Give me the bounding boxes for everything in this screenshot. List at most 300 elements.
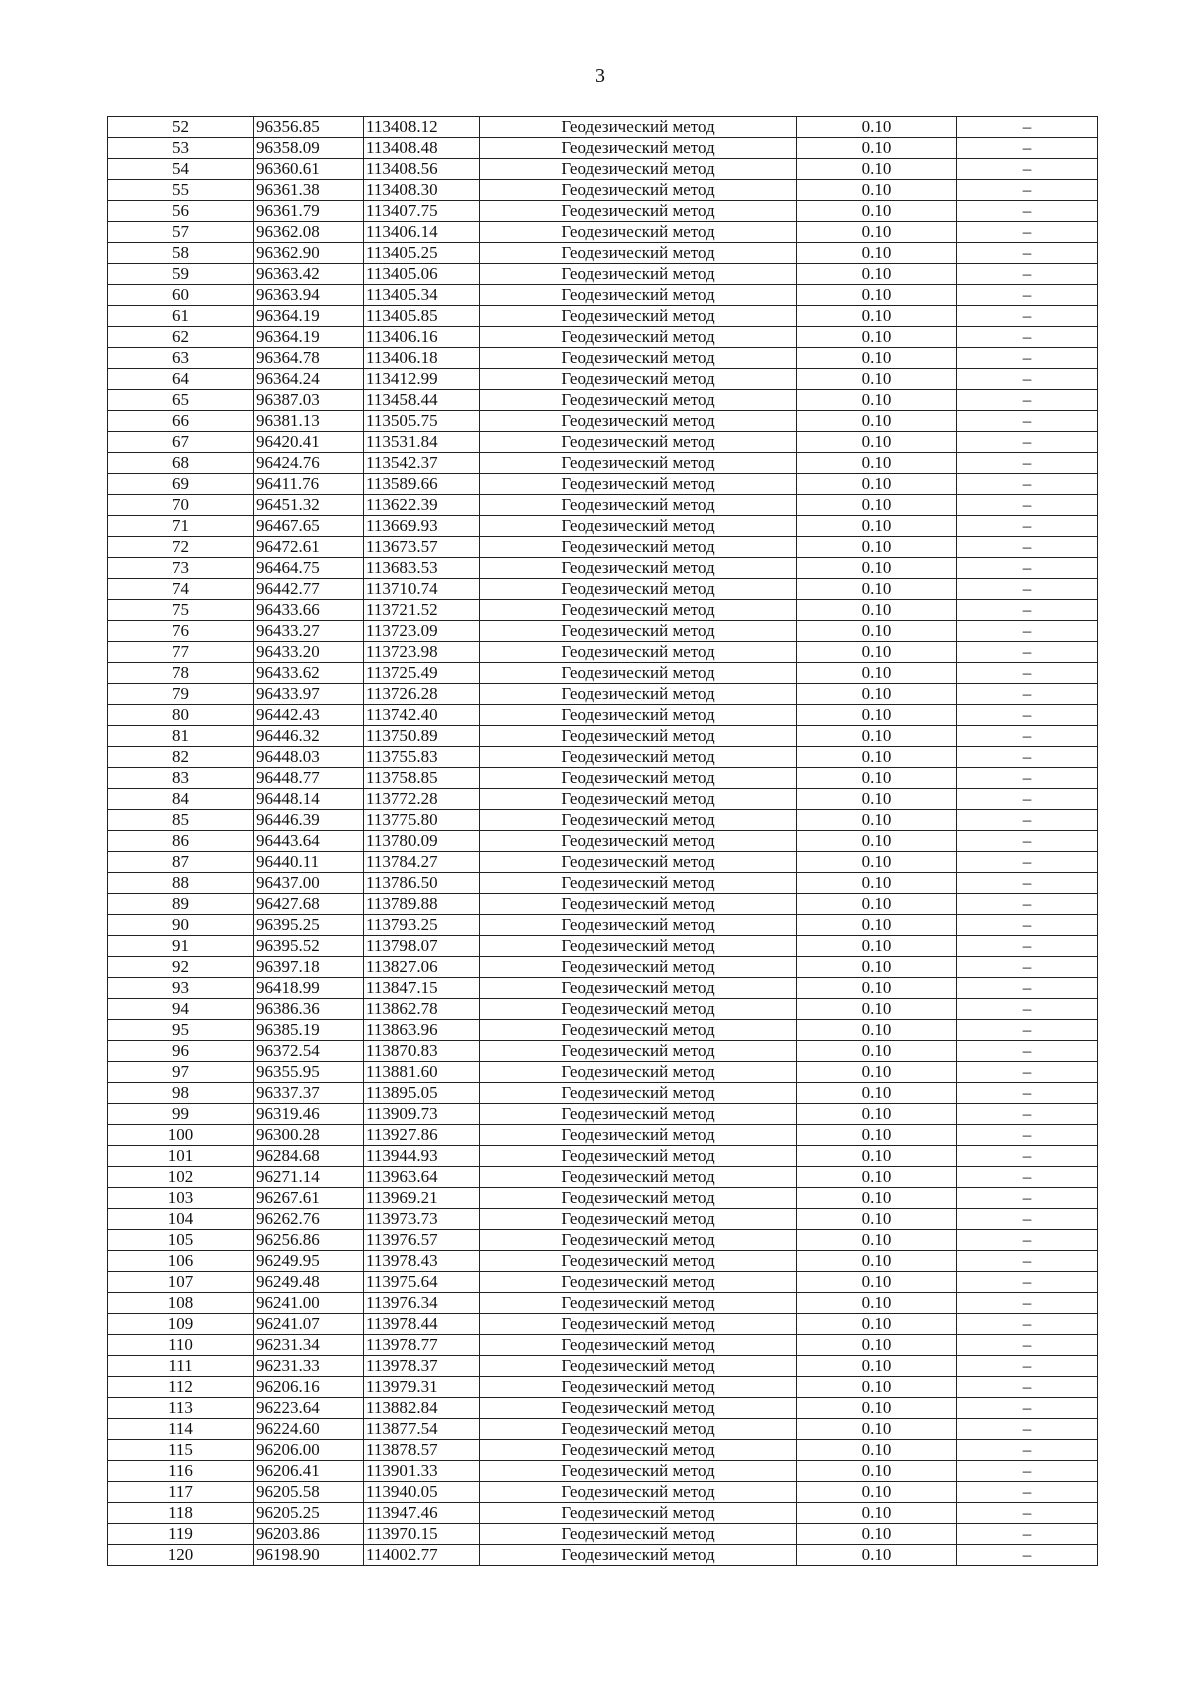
table-row <box>108 579 1098 600</box>
y-coordinate-cell: 113895.05 <box>364 1083 480 1104</box>
description-cell: – <box>957 222 1098 243</box>
point-number-cell: 73 <box>108 558 254 579</box>
point-number-cell: 115 <box>108 1440 254 1461</box>
description-cell: – <box>957 852 1098 873</box>
x-coordinate-cell: 96203.86 <box>254 1524 364 1545</box>
method-cell: Геодезический метод <box>480 1062 797 1083</box>
x-coordinate-cell: 96472.61 <box>254 537 364 558</box>
y-coordinate-cell: 113877.54 <box>364 1419 480 1440</box>
method-cell: Геодезический метод <box>480 1146 797 1167</box>
point-number-cell: 112 <box>108 1377 254 1398</box>
accuracy-cell: 0.10 <box>797 264 957 285</box>
table-row <box>108 1398 1098 1419</box>
x-coordinate-cell: 96198.90 <box>254 1545 364 1566</box>
description-cell: – <box>957 1419 1098 1440</box>
method-cell: Геодезический метод <box>480 936 797 957</box>
x-coordinate-cell: 96387.03 <box>254 390 364 411</box>
y-coordinate-cell: 113772.28 <box>364 789 480 810</box>
description-cell: – <box>957 1440 1098 1461</box>
table-row <box>108 1146 1098 1167</box>
method-cell: Геодезический метод <box>480 516 797 537</box>
table-row <box>108 810 1098 831</box>
accuracy-cell: 0.10 <box>797 243 957 264</box>
y-coordinate-cell: 113458.44 <box>364 390 480 411</box>
description-cell: – <box>957 621 1098 642</box>
accuracy-cell: 0.10 <box>797 999 957 1020</box>
x-coordinate-cell: 96411.76 <box>254 474 364 495</box>
y-coordinate-cell: 113405.85 <box>364 306 480 327</box>
table-row <box>108 159 1098 180</box>
method-cell: Геодезический метод <box>480 915 797 936</box>
description-cell: – <box>957 663 1098 684</box>
method-cell: Геодезический метод <box>480 1209 797 1230</box>
method-cell: Геодезический метод <box>480 138 797 159</box>
method-cell: Геодезический метод <box>480 432 797 453</box>
table-row <box>108 957 1098 978</box>
method-cell: Геодезический метод <box>480 789 797 810</box>
point-number-cell: 75 <box>108 600 254 621</box>
accuracy-cell: 0.10 <box>797 1104 957 1125</box>
x-coordinate-cell: 96262.76 <box>254 1209 364 1230</box>
method-cell: Геодезический метод <box>480 537 797 558</box>
point-number-cell: 67 <box>108 432 254 453</box>
x-coordinate-cell: 96256.86 <box>254 1230 364 1251</box>
x-coordinate-cell: 96397.18 <box>254 957 364 978</box>
point-number-cell: 59 <box>108 264 254 285</box>
table-row <box>108 138 1098 159</box>
method-cell: Геодезический метод <box>480 1188 797 1209</box>
method-cell: Геодезический метод <box>480 600 797 621</box>
x-coordinate-cell: 96364.19 <box>254 327 364 348</box>
description-cell: – <box>957 1188 1098 1209</box>
table-row <box>108 474 1098 495</box>
table-row <box>108 1524 1098 1545</box>
description-cell: – <box>957 1461 1098 1482</box>
y-coordinate-cell: 113975.64 <box>364 1272 480 1293</box>
accuracy-cell: 0.10 <box>797 1314 957 1335</box>
y-coordinate-cell: 113405.34 <box>364 285 480 306</box>
table-row <box>108 663 1098 684</box>
method-cell: Геодезический метод <box>480 621 797 642</box>
accuracy-cell: 0.10 <box>797 873 957 894</box>
x-coordinate-cell: 96433.62 <box>254 663 364 684</box>
description-cell: – <box>957 705 1098 726</box>
accuracy-cell: 0.10 <box>797 495 957 516</box>
point-number-cell: 83 <box>108 768 254 789</box>
table-row <box>108 390 1098 411</box>
accuracy-cell: 0.10 <box>797 516 957 537</box>
table-row <box>108 516 1098 537</box>
y-coordinate-cell: 113758.85 <box>364 768 480 789</box>
y-coordinate-cell: 113408.30 <box>364 180 480 201</box>
table-row <box>108 1251 1098 1272</box>
x-coordinate-cell: 96433.97 <box>254 684 364 705</box>
table-row <box>108 1335 1098 1356</box>
description-cell: – <box>957 747 1098 768</box>
y-coordinate-cell: 113721.52 <box>364 600 480 621</box>
description-cell: – <box>957 201 1098 222</box>
x-coordinate-cell: 96440.11 <box>254 852 364 873</box>
point-number-cell: 65 <box>108 390 254 411</box>
y-coordinate-cell: 113412.99 <box>364 369 480 390</box>
table-row <box>108 1419 1098 1440</box>
x-coordinate-cell: 96358.09 <box>254 138 364 159</box>
point-number-cell: 114 <box>108 1419 254 1440</box>
description-cell: – <box>957 789 1098 810</box>
description-cell: – <box>957 684 1098 705</box>
x-coordinate-cell: 96361.79 <box>254 201 364 222</box>
description-cell: – <box>957 1524 1098 1545</box>
accuracy-cell: 0.10 <box>797 1167 957 1188</box>
point-number-cell: 100 <box>108 1125 254 1146</box>
accuracy-cell: 0.10 <box>797 642 957 663</box>
y-coordinate-cell: 113505.75 <box>364 411 480 432</box>
table-row <box>108 999 1098 1020</box>
description-cell: – <box>957 243 1098 264</box>
point-number-cell: 102 <box>108 1167 254 1188</box>
accuracy-cell: 0.10 <box>797 768 957 789</box>
description-cell: – <box>957 642 1098 663</box>
y-coordinate-cell: 113940.05 <box>364 1482 480 1503</box>
accuracy-cell: 0.10 <box>797 1083 957 1104</box>
table-row <box>108 831 1098 852</box>
x-coordinate-cell: 96448.03 <box>254 747 364 768</box>
accuracy-cell: 0.10 <box>797 789 957 810</box>
point-number-cell: 92 <box>108 957 254 978</box>
description-cell: – <box>957 831 1098 852</box>
accuracy-cell: 0.10 <box>797 957 957 978</box>
table-row <box>108 285 1098 306</box>
method-cell: Геодезический метод <box>480 1335 797 1356</box>
table-row <box>108 600 1098 621</box>
table-row <box>108 1440 1098 1461</box>
y-coordinate-cell: 113979.31 <box>364 1377 480 1398</box>
method-cell: Геодезический метод <box>480 369 797 390</box>
x-coordinate-cell: 96467.65 <box>254 516 364 537</box>
description-cell: – <box>957 600 1098 621</box>
point-number-cell: 94 <box>108 999 254 1020</box>
y-coordinate-cell: 113927.86 <box>364 1125 480 1146</box>
table-row <box>108 726 1098 747</box>
method-cell: Геодезический метод <box>480 1104 797 1125</box>
description-cell: – <box>957 369 1098 390</box>
table-row <box>108 1377 1098 1398</box>
x-coordinate-cell: 96433.27 <box>254 621 364 642</box>
description-cell: – <box>957 915 1098 936</box>
table-row <box>108 1041 1098 1062</box>
x-coordinate-cell: 96364.78 <box>254 348 364 369</box>
page-number: 3 <box>595 65 605 87</box>
point-number-cell: 96 <box>108 1041 254 1062</box>
accuracy-cell: 0.10 <box>797 1419 957 1440</box>
table-row <box>108 495 1098 516</box>
table-row <box>108 936 1098 957</box>
point-number-cell: 64 <box>108 369 254 390</box>
x-coordinate-cell: 96319.46 <box>254 1104 364 1125</box>
description-cell: – <box>957 1230 1098 1251</box>
y-coordinate-cell: 113963.64 <box>364 1167 480 1188</box>
table-row <box>108 873 1098 894</box>
x-coordinate-cell: 96224.60 <box>254 1419 364 1440</box>
method-cell: Геодезический метод <box>480 117 797 138</box>
y-coordinate-cell: 113863.96 <box>364 1020 480 1041</box>
accuracy-cell: 0.10 <box>797 1545 957 1566</box>
x-coordinate-cell: 96364.24 <box>254 369 364 390</box>
method-cell: Геодезический метод <box>480 1419 797 1440</box>
x-coordinate-cell: 96362.90 <box>254 243 364 264</box>
accuracy-cell: 0.10 <box>797 1293 957 1314</box>
method-cell: Геодезический метод <box>480 999 797 1020</box>
accuracy-cell: 0.10 <box>797 705 957 726</box>
y-coordinate-cell: 113406.18 <box>364 348 480 369</box>
point-number-cell: 60 <box>108 285 254 306</box>
y-coordinate-cell: 113944.93 <box>364 1146 480 1167</box>
point-number-cell: 55 <box>108 180 254 201</box>
y-coordinate-cell: 113909.73 <box>364 1104 480 1125</box>
description-cell: – <box>957 285 1098 306</box>
table-row <box>108 117 1098 138</box>
x-coordinate-cell: 96448.77 <box>254 768 364 789</box>
y-coordinate-cell: 113723.09 <box>364 621 480 642</box>
y-coordinate-cell: 113405.06 <box>364 264 480 285</box>
method-cell: Геодезический метод <box>480 1377 797 1398</box>
y-coordinate-cell: 113742.40 <box>364 705 480 726</box>
method-cell: Геодезический метод <box>480 684 797 705</box>
y-coordinate-cell: 113408.48 <box>364 138 480 159</box>
y-coordinate-cell: 113786.50 <box>364 873 480 894</box>
x-coordinate-cell: 96363.94 <box>254 285 364 306</box>
table-row <box>108 747 1098 768</box>
description-cell: – <box>957 411 1098 432</box>
method-cell: Геодезический метод <box>480 348 797 369</box>
y-coordinate-cell: 113406.14 <box>364 222 480 243</box>
x-coordinate-cell: 96361.38 <box>254 180 364 201</box>
table-row <box>108 1188 1098 1209</box>
table-row <box>108 243 1098 264</box>
y-coordinate-cell: 113789.88 <box>364 894 480 915</box>
description-cell: – <box>957 1104 1098 1125</box>
x-coordinate-cell: 96206.00 <box>254 1440 364 1461</box>
y-coordinate-cell: 113755.83 <box>364 747 480 768</box>
method-cell: Геодезический метод <box>480 1524 797 1545</box>
y-coordinate-cell: 113408.56 <box>364 159 480 180</box>
y-coordinate-cell: 113978.44 <box>364 1314 480 1335</box>
x-coordinate-cell: 96241.07 <box>254 1314 364 1335</box>
accuracy-cell: 0.10 <box>797 1146 957 1167</box>
x-coordinate-cell: 96206.41 <box>254 1461 364 1482</box>
accuracy-cell: 0.10 <box>797 1377 957 1398</box>
method-cell: Геодезический метод <box>480 1482 797 1503</box>
y-coordinate-cell: 113901.33 <box>364 1461 480 1482</box>
table-row <box>108 915 1098 936</box>
x-coordinate-cell: 96386.36 <box>254 999 364 1020</box>
point-number-cell: 91 <box>108 936 254 957</box>
accuracy-cell: 0.10 <box>797 978 957 999</box>
table-row <box>108 768 1098 789</box>
point-number-cell: 56 <box>108 201 254 222</box>
description-cell: – <box>957 1335 1098 1356</box>
x-coordinate-cell: 96395.25 <box>254 915 364 936</box>
x-coordinate-cell: 96362.08 <box>254 222 364 243</box>
point-number-cell: 74 <box>108 579 254 600</box>
x-coordinate-cell: 96451.32 <box>254 495 364 516</box>
description-cell: – <box>957 1356 1098 1377</box>
description-cell: – <box>957 537 1098 558</box>
accuracy-cell: 0.10 <box>797 306 957 327</box>
point-number-cell: 90 <box>108 915 254 936</box>
point-number-cell: 97 <box>108 1062 254 1083</box>
y-coordinate-cell: 113775.80 <box>364 810 480 831</box>
description-cell: – <box>957 1062 1098 1083</box>
description-cell: – <box>957 1398 1098 1419</box>
description-cell: – <box>957 516 1098 537</box>
y-coordinate-cell: 113542.37 <box>364 453 480 474</box>
description-cell: – <box>957 453 1098 474</box>
point-number-cell: 88 <box>108 873 254 894</box>
point-number-cell: 68 <box>108 453 254 474</box>
x-coordinate-cell: 96448.14 <box>254 789 364 810</box>
description-cell: – <box>957 1251 1098 1272</box>
point-number-cell: 101 <box>108 1146 254 1167</box>
y-coordinate-cell: 113589.66 <box>364 474 480 495</box>
table-row <box>108 327 1098 348</box>
y-coordinate-cell: 113405.25 <box>364 243 480 264</box>
x-coordinate-cell: 96364.19 <box>254 306 364 327</box>
point-number-cell: 53 <box>108 138 254 159</box>
method-cell: Геодезический метод <box>480 768 797 789</box>
description-cell: – <box>957 1503 1098 1524</box>
x-coordinate-cell: 96442.43 <box>254 705 364 726</box>
accuracy-cell: 0.10 <box>797 579 957 600</box>
description-cell: – <box>957 1125 1098 1146</box>
x-coordinate-cell: 96223.64 <box>254 1398 364 1419</box>
x-coordinate-cell: 96372.54 <box>254 1041 364 1062</box>
method-cell: Геодезический метод <box>480 852 797 873</box>
point-number-cell: 103 <box>108 1188 254 1209</box>
table-row <box>108 1272 1098 1293</box>
method-cell: Геодезический метод <box>480 957 797 978</box>
point-number-cell: 62 <box>108 327 254 348</box>
x-coordinate-cell: 96363.42 <box>254 264 364 285</box>
method-cell: Геодезический метод <box>480 285 797 306</box>
point-number-cell: 80 <box>108 705 254 726</box>
description-cell: – <box>957 1041 1098 1062</box>
point-number-cell: 110 <box>108 1335 254 1356</box>
method-cell: Геодезический метод <box>480 159 797 180</box>
y-coordinate-cell: 113973.73 <box>364 1209 480 1230</box>
point-number-cell: 118 <box>108 1503 254 1524</box>
point-number-cell: 113 <box>108 1398 254 1419</box>
x-coordinate-cell: 96249.95 <box>254 1251 364 1272</box>
x-coordinate-cell: 96231.34 <box>254 1335 364 1356</box>
method-cell: Геодезический метод <box>480 1314 797 1335</box>
table-row <box>108 621 1098 642</box>
point-number-cell: 99 <box>108 1104 254 1125</box>
method-cell: Геодезический метод <box>480 243 797 264</box>
description-cell: – <box>957 1272 1098 1293</box>
method-cell: Геодезический метод <box>480 327 797 348</box>
point-number-cell: 52 <box>108 117 254 138</box>
accuracy-cell: 0.10 <box>797 1503 957 1524</box>
method-cell: Геодезический метод <box>480 978 797 999</box>
accuracy-cell: 0.10 <box>797 537 957 558</box>
point-number-cell: 105 <box>108 1230 254 1251</box>
accuracy-cell: 0.10 <box>797 936 957 957</box>
x-coordinate-cell: 96267.61 <box>254 1188 364 1209</box>
accuracy-cell: 0.10 <box>797 810 957 831</box>
method-cell: Геодезический метод <box>480 1041 797 1062</box>
accuracy-cell: 0.10 <box>797 1482 957 1503</box>
accuracy-cell: 0.10 <box>797 348 957 369</box>
method-cell: Геодезический метод <box>480 201 797 222</box>
point-number-cell: 120 <box>108 1545 254 1566</box>
point-number-cell: 58 <box>108 243 254 264</box>
description-cell: – <box>957 1146 1098 1167</box>
description-cell: – <box>957 579 1098 600</box>
method-cell: Геодезический метод <box>480 642 797 663</box>
method-cell: Геодезический метод <box>480 1272 797 1293</box>
point-number-cell: 84 <box>108 789 254 810</box>
accuracy-cell: 0.10 <box>797 411 957 432</box>
method-cell: Геодезический метод <box>480 180 797 201</box>
table-row <box>108 705 1098 726</box>
table-row <box>108 789 1098 810</box>
accuracy-cell: 0.10 <box>797 1440 957 1461</box>
description-cell: – <box>957 999 1098 1020</box>
accuracy-cell: 0.10 <box>797 1125 957 1146</box>
y-coordinate-cell: 113882.84 <box>364 1398 480 1419</box>
x-coordinate-cell: 96249.48 <box>254 1272 364 1293</box>
table-row <box>108 642 1098 663</box>
point-number-cell: 61 <box>108 306 254 327</box>
table-row <box>108 558 1098 579</box>
description-cell: – <box>957 1482 1098 1503</box>
method-cell: Геодезический метод <box>480 1545 797 1566</box>
point-number-cell: 111 <box>108 1356 254 1377</box>
x-coordinate-cell: 96205.58 <box>254 1482 364 1503</box>
description-cell: – <box>957 138 1098 159</box>
y-coordinate-cell: 113798.07 <box>364 936 480 957</box>
point-number-cell: 54 <box>108 159 254 180</box>
table-row <box>108 1293 1098 1314</box>
accuracy-cell: 0.10 <box>797 600 957 621</box>
accuracy-cell: 0.10 <box>797 1461 957 1482</box>
table-row <box>108 1167 1098 1188</box>
accuracy-cell: 0.10 <box>797 894 957 915</box>
y-coordinate-cell: 113862.78 <box>364 999 480 1020</box>
description-cell: – <box>957 1083 1098 1104</box>
table-row <box>108 180 1098 201</box>
table-row <box>108 1545 1098 1566</box>
table-row <box>108 348 1098 369</box>
method-cell: Геодезический метод <box>480 705 797 726</box>
point-number-cell: 70 <box>108 495 254 516</box>
table-row <box>108 306 1098 327</box>
accuracy-cell: 0.10 <box>797 1335 957 1356</box>
description-cell: – <box>957 978 1098 999</box>
x-coordinate-cell: 96418.99 <box>254 978 364 999</box>
x-coordinate-cell: 96433.20 <box>254 642 364 663</box>
table-row <box>108 1503 1098 1524</box>
description-cell: – <box>957 348 1098 369</box>
x-coordinate-cell: 96284.68 <box>254 1146 364 1167</box>
y-coordinate-cell: 113683.53 <box>364 558 480 579</box>
point-number-cell: 66 <box>108 411 254 432</box>
y-coordinate-cell: 113673.57 <box>364 537 480 558</box>
table-row <box>108 1461 1098 1482</box>
description-cell: – <box>957 894 1098 915</box>
accuracy-cell: 0.10 <box>797 159 957 180</box>
